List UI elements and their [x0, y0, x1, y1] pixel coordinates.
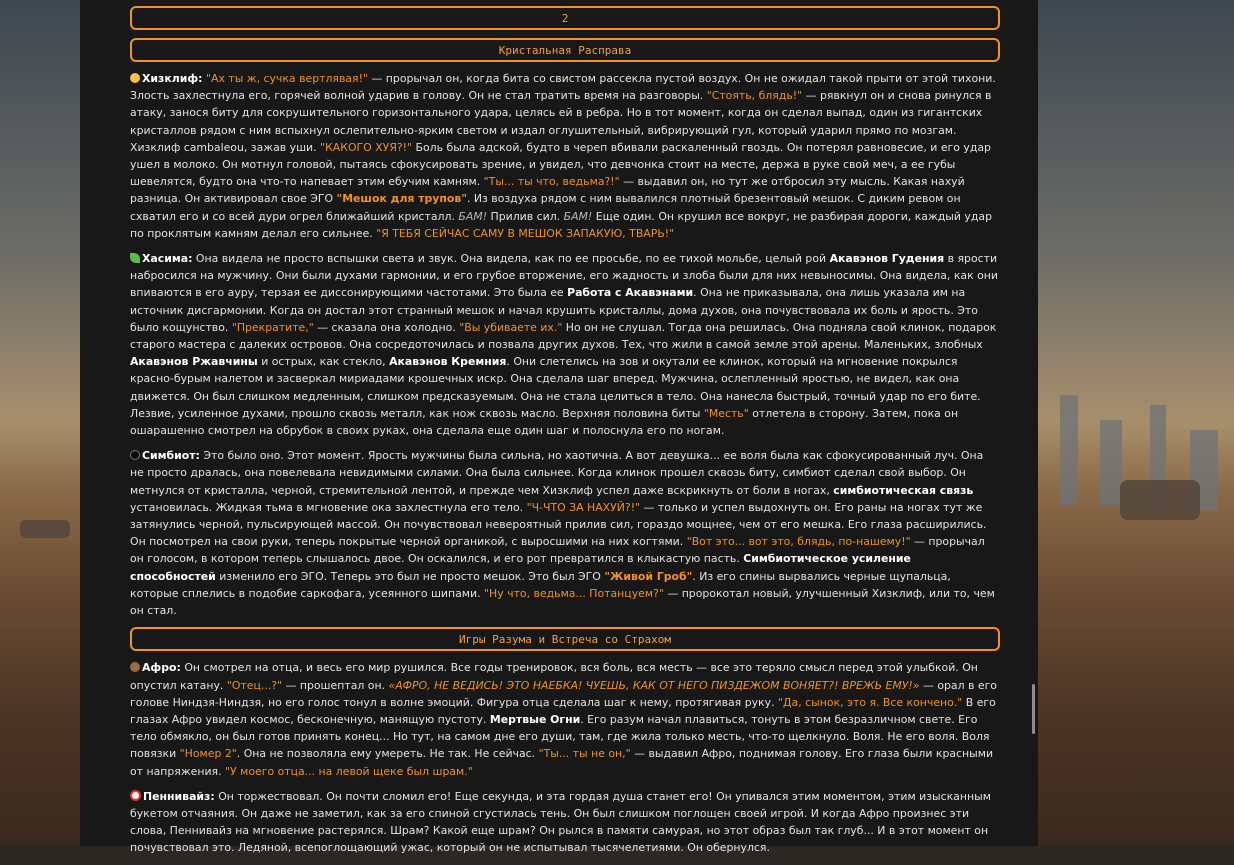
rock: [20, 520, 70, 538]
paragraph-symbiote: Симбиот: Это было оно. Этот момент. Ярость мужчины была сильна, но хаотична. А вот девушка... ее воля была как сфокусированный луч. Она не просто дралась, она повелевала невидимыми силами. Она была сильнее. Когда клинок прошел сквозь биту, симбиот сделал свой выбор. Он метнулся от кристалла, черной, стремительной лентой, и прежде чем Хизклиф успел даже вскрикнуть от боли в ногах, симбиотическая связь установилась. Жидкая тьма в мгновение ока захлестнула его тело. "Ч-ЧТО ЗА НАХУЙ?!" — только и успел выдохнуть он. Его раны на ногах тут же затянулись черной, пульсирующей массой. Он почувствовал невероятный прилив сил, гораздо мощнее, чем от его мешка. Его глаза расширились. Он посмотрел на свои руки, теперь покрытые черной органикой, с выросшими на них когтями. "Вот это... вот это, блядь, по-нашему!" — прорычал он голосом, в котором теперь слышалось двое. Он оскалился, и его рот превратился в клыкастую пасть. Симбиотическое усиление способностей изменило его ЭГО. Теперь это был не просто мешок. Это был ЭГО "Живой Гроб". Из его спины вырвались черные щупальца, которые сплелись в подобие саркофага, усеянного шипами. "Ну что, ведьма... Потанцуем?" — пророкотал новый, улучшенный Хизклиф, или то, чем он стал.: [130, 449, 995, 618]
crystal-spire: [1060, 395, 1078, 505]
black-circle-icon: [130, 450, 140, 460]
clown-face-icon: [130, 790, 141, 801]
section-header-crystal-massacre: Кристальная Расправа: [130, 38, 1000, 62]
chat-panel: [80, 0, 1038, 855]
rock: [1120, 480, 1200, 520]
paragraph-hasima: Хасима: Она видела не просто вспышки света и звук. Она видела, как по ее просьбе, по ее тихой мольбе, целый рой Акавэнов Гудения в ярости набросился на мужчину. Они были духами гармонии, и его грубое вторжение, его жадность и злоба были для них невыносимы. Она видела, как они впиваются в его ауру, терзая ее диссонирующими частотами. Это была ее Работа с Акавэнами. Она не приказывала, она лишь указала им на источник дисгармонии. Когда он достал этот странный мешок и начал крушить кристаллы, дома духов, она почувствовала их боль и ярость. Это было кощунство. "Прекратите," — сказала она холодно. "Вы убиваете их." Но он не слушал. Тогда она решилась. Она подняла свой клинок, подарок старого мастера с далеких островов. Она сосредоточилась и позвала других духов. Тех, что жили в самой земле этой арены. Маленьких, злобных Акавэнов Ржавчины и острых, как стекло, Акавэнов Кремния. Они слетелись на зов и окутали ее клинок, который на мгновение покрылся красно-бурым налетом и засверкал мириадами крошечных искр. Она сделала шаг вперед. Мужчина, ослепленный яростью, не видел, как она движется. Он был слишком медленным, слишком предсказуемым. Она не стала целиться в тело. Она нанесла быстрый, точный удар по его бите. Лезвие, усиленное духами, прошло сквозь металл, как нож сквозь масло. Верхняя половина биты "Месть" отлетела в сторону. Затем, пока он ошарашенно смотрел на обрубок в своих руках, она сделала еще один шаг и полоснула его по ногам.: [130, 252, 998, 438]
crystal-spire: [1100, 420, 1122, 505]
paragraph-hizklif: Хизклиф: "Ах ты ж, сучка вертлявая!" — прорычал он, когда бита со свистом рассекла пустой воздух. Он не ожидал такой прыти от этой тихони. Злость захлестнула его, горячей волной ударив в голову. Он не стал тратить время на разговоры. "Стоять, блядь!" — рявкнул он и снова ринулся в атаку, занося биту для сокрушительного горизонтального удара, целясь ей в ребра. Но в тот момент, когда он сделал выпад, один из гигантских кристаллов рядом с ним вспыхнул ослепительно-ярким светом и издал оглушительный, вибрирующий гул, который ударил прямо по мозгам. Хизклиф cambaleou, зажав уши. "КАКОГО ХУЯ?!" Боль была адской, будто в череп вбивали раскаленный гвоздь. Он потерял равновесие, и его удар ушел в молоко. Он мотнул головой, пытаясь сфокусировать зрение, и увидел, что девчонка стоит на месте, держа в руке свой меч, а ее губы шевелятся, будто она что-то напевает этим ебучим камням. "Ты... ты что, ведьма?!" — выдавил он, но тут же отбросил эту мысль. Какая нахуй разница. Он активировал свое ЭГО "Мешок для трупов". Из воздуха рядом с ним вывалился плотный брезентовый мешок. С диким ревом он схватил его и со всей дури огрел ближайший кристалл. БАМ! Прилив сил. БАМ! Еще один. Он крушил все вокруг, не разбирая дороги, каждый удар по проклятым камням делал его сильнее. "Я ТЕБЯ СЕЙЧАС САМУ В МЕШОК ЗАПАКУЮ, ТВАРЬ!": [130, 72, 996, 240]
section-number-header: 2: [130, 6, 1000, 30]
message-content: [130, 6, 1000, 865]
monkey-face-icon: [130, 662, 140, 672]
paragraph-pennywise: Пеннивайз: Он торжествовал. Он почти сломил его! Еще секунда, и эта гордая душа станет его! Он упивался этим моментом, этим изысканным букетом отчаяния. Он даже не заметил, как за его спиной сгустилась тень. Он был слишком поглощен своей игрой. И когда Афро произнес эти слова, Пеннивайз на мгновение растерялся. Шрам? Какой еще шрам? Он рылся в памяти самурая, но этот образ был так глуб... И в этот момент он почувствовал это. Ледяной, всепоглощающий ужас, который он не испытывал тысячелетиями. Он обернулся.: [130, 789, 991, 855]
scrollbar-thumb[interactable]: [1032, 684, 1035, 734]
paragraph-afro: Афро: Он смотрел на отца, и весь его мир рушился. Все годы тренировок, вся боль, вся месть — все это теряло смысл перед этой улыбкой. Он опустил катану. "Отец...?" — прошептал он. «АФРО, НЕ ВЕДИСЬ! ЭТО НАЕБКА! ЧУЕШЬ, КАК ОТ НЕГО ПИЗДЕЖОМ ВОНЯЕТ?! ВРЕЖЬ ЕМУ!» — орал в его голове Ниндзя-Ниндзя, но его голос тонул в волне эмоций. Фигура отца сделала шаг к нему, протягивая руку. "Да, сынок, это я. Все кончено." В его глазах Афро увидел космос, бесконечную, манящую пустоту. Мертвые Огни. Его разум начал плавиться, тонуть в этом безразличном свете. Его тело обмякло, он был готов принять конец... Но тут, на самом дне его души, там, где жила только месть, что-то щелкнуло. Воля. Не его воля. Воля повязки "Номер 2". Она не позволяла ему умереть. Не так. Не сейчас. "Ты... ты не он," — выдавил Афро, поднимая голову. Его глаза были красными от напряжения. "У моего отца... на левой щеке был шрам.": [130, 661, 997, 778]
leaf-icon: [130, 253, 140, 263]
smiling-face-with-sunglasses-icon: [130, 73, 140, 83]
section-header-mind-games: Игры Разума и Встреча со Страхом: [130, 627, 1000, 651]
